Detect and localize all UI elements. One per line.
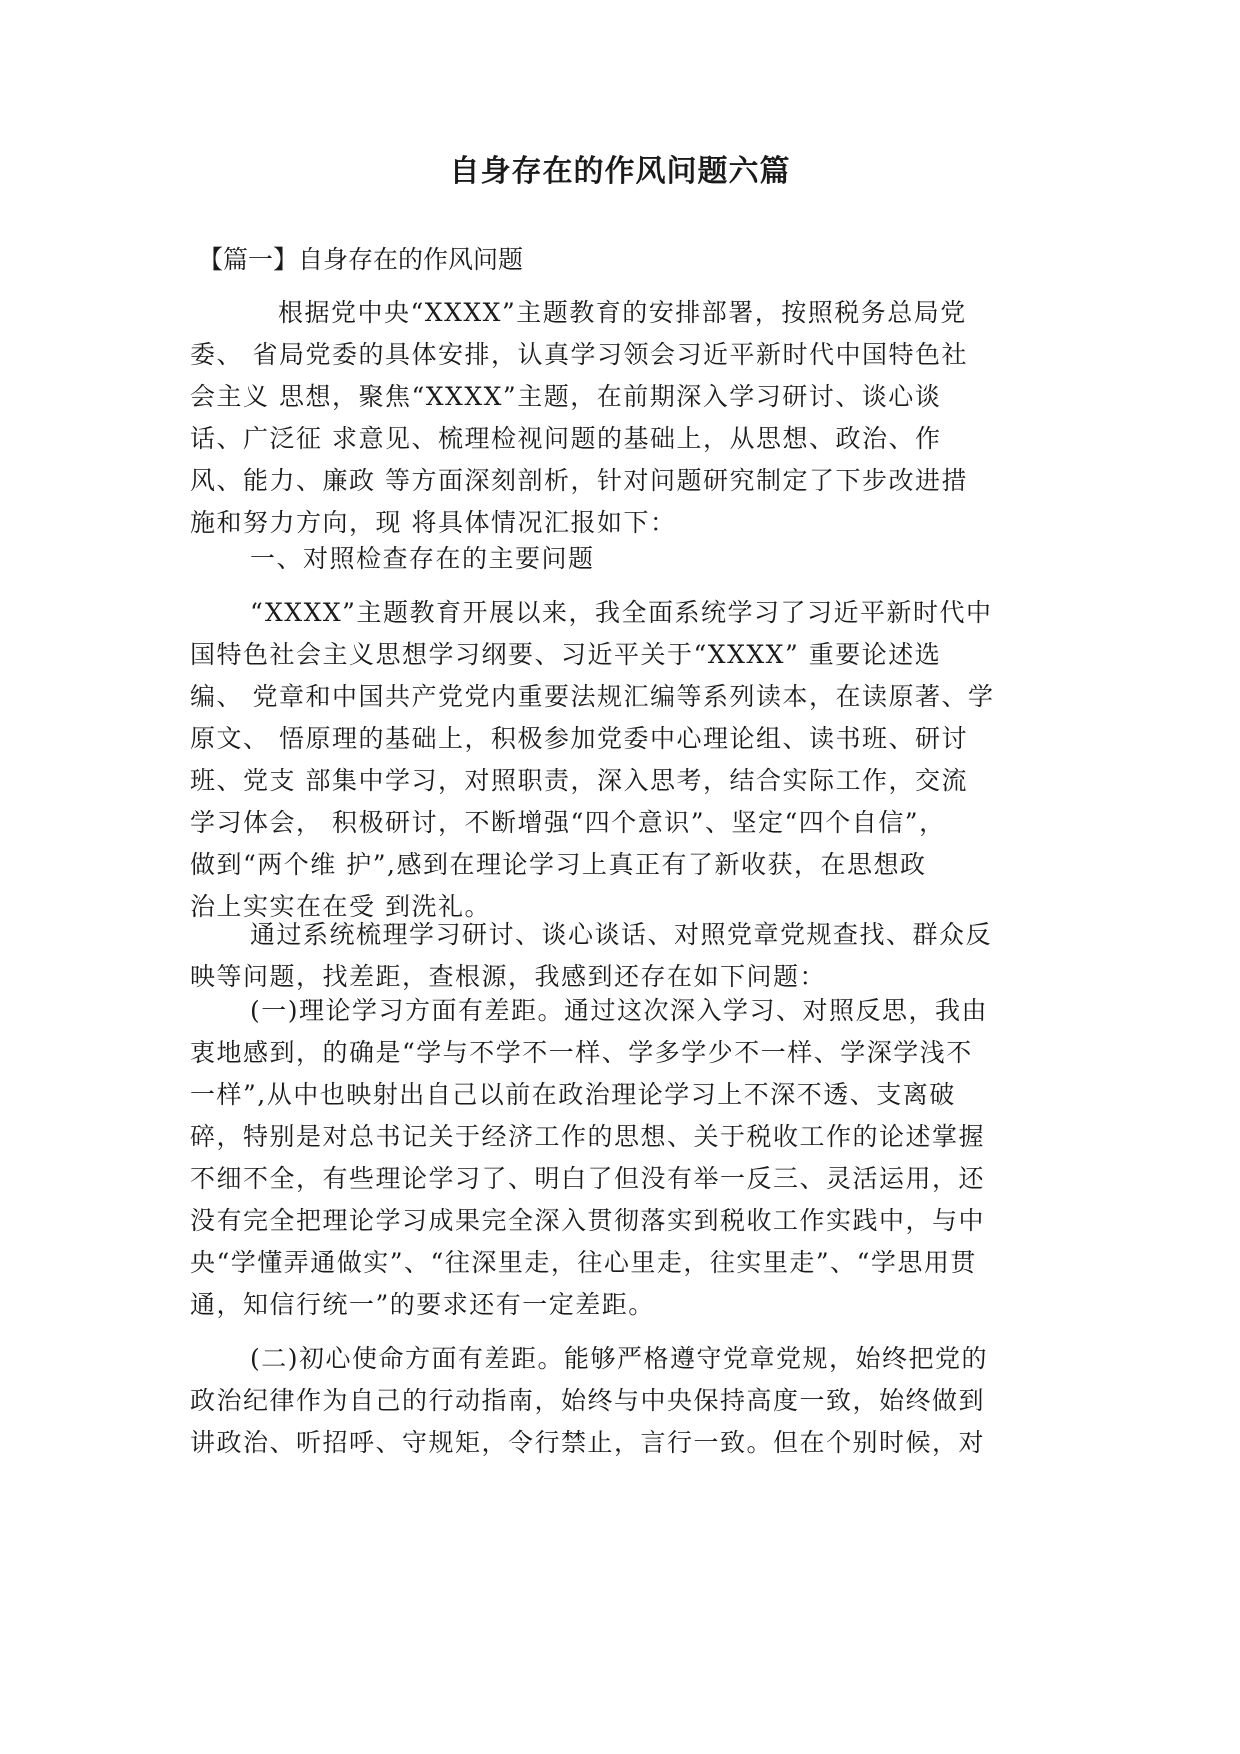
text-line: 编、 党章和中国共产党党内重要法规汇编等系列读本，在读原著、学: [190, 682, 995, 711]
text-line: 碎，特别是对总书记关于经济工作的思想、关于税收工作的论述掌握: [190, 1122, 986, 1151]
intro-paragraph: [190, 292, 1054, 544]
text-line: 治上实实在在受 到洗礼。: [190, 892, 491, 921]
text-line: 讲政治、听招呼、守规矩，令行禁止，言行一致。但在个别时候，对: [190, 1428, 986, 1457]
text-line: 通，知信行统一”的要求还有一定差距。: [190, 1290, 655, 1319]
text-line: 风、能力、廉政 等方面深刻剖析，针对问题研究制定了下步改进措: [190, 466, 968, 495]
text-line: 没有完全把理论学习成果完全深入贯彻落实到税收工作实践中，与中: [190, 1206, 986, 1235]
text-line: 映等问题，找差距，查根源，我感到还存在如下问题：: [190, 962, 827, 991]
mission-paragraph: [190, 1338, 1054, 1464]
text-line: 衷地感到，的确是“学与不学不一样、学多学少不一样、学深学浅不: [190, 1038, 973, 1067]
text-line: 学习体会， 积极研讨，不断增强“四个意识”、坚定“四个自信”，: [190, 808, 946, 837]
document-title: 自身存在的作风问题六篇: [449, 154, 791, 189]
theory-paragraph: [190, 990, 1054, 1326]
text-line: 会主义 思想，聚焦“XXXX”主题，在前期深入学习研讨、谈心谈: [190, 382, 942, 411]
text-line: 政治纪律作为自己的行动指南，始终与中央保持高度一致，始终做到: [190, 1386, 986, 1415]
subheading-paragraph: [190, 538, 1054, 580]
study-paragraph: [190, 592, 1054, 928]
text-line: 班、党支 部集中学习，对照职责，深入思考，结合实际工作，交流: [190, 766, 968, 795]
text-line: 不细不全，有些理论学习了、明白了但没有举一反三、灵活运用，还: [190, 1164, 986, 1193]
text-line: 一样”,从中也映射出自己以前在政治理论学习上不深不透、支离破: [190, 1080, 956, 1109]
text-line: 通过系统梳理学习研讨、谈心谈话、对照党章党规查找、群众反: [250, 920, 993, 949]
text-line: 原文、 悟原理的基础上，积极参加党委中心理论组、读书班、研讨: [190, 724, 968, 753]
subheading: 一、对照检查存在的主要问题: [250, 544, 595, 573]
text-line: 根据党中央“XXXX”主题教育的安排部署，按照税务总局党: [278, 298, 967, 327]
text-line: (一)理论学习方面有差距。通过这次深入学习、对照反思，我由: [250, 996, 989, 1025]
text-line: 做到“两个维 护”,感到在理论学习上真正有了新收获，在思想政: [190, 850, 927, 879]
text-line: 委、 省局党委的具体安排，认真学习领会习近平新时代中国特色社: [190, 340, 968, 369]
text-line: (二)初心使命方面有差距。能够严格遵守党章党规，始终把党的: [250, 1344, 989, 1373]
review-paragraph: [190, 914, 1054, 998]
section-heading: 【篇一】自身存在的作风问题: [198, 245, 524, 274]
text-line: 施和努力方向，现 将具体情况汇报如下：: [190, 508, 677, 537]
text-line: 话、广泛征 求意见、梳理检视问题的基础上，从思想、政治、作: [190, 424, 942, 453]
text-line: 央“学懂弄通做实”、“往深里走，往心里走，往实里走”、“学思用贯: [190, 1248, 977, 1277]
text-line: 国特色社会主义思想学习纲要、习近平关于“XXXX” 重要论述选: [190, 640, 942, 669]
text-line: “XXXX”主题教育开展以来，我全面系统学习了习近平新时代中: [250, 598, 993, 627]
